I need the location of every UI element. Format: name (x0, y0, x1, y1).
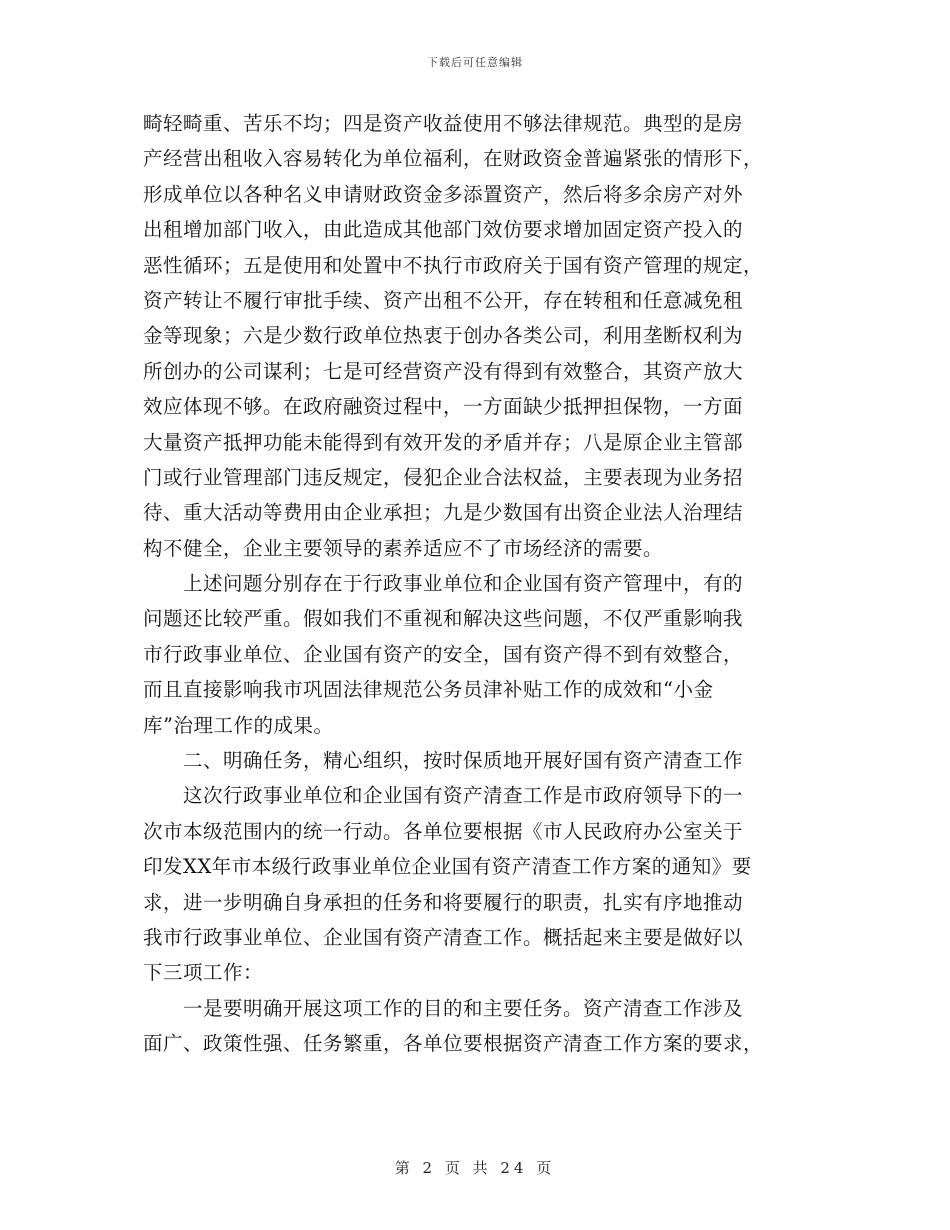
page-header-note: 下载后可任意编辑 (427, 56, 523, 69)
text-line: 产经营出租收入容易转化为单位福利，在财政资金普遍紧张的情形下， (143, 147, 764, 171)
text-line: 畸轻畸重、苦乐不均；四是资产收益使用不够法律规范。典型的是房 (143, 112, 744, 135)
text-line: 我市行政事业单位、企业国有资产清查工作。概括起来主要是做好以 (143, 925, 744, 949)
text-line: 市行政事业单位、企业国有资产的安全，国有资产得不到有效整合， (143, 642, 744, 666)
text-line: 门或行业管理部门违反规定，侵犯企业合法权益，主要表现为业务招 (143, 465, 744, 489)
document-body (143, 106, 809, 1062)
text-line: 而且直接影响我市巩固法律规范公务员津补贴工作的成效和“小金 (143, 678, 714, 702)
text-line: 构不健全，企业主要领导的素养适应不了市场经济的需要。 (143, 536, 664, 560)
text-line: 一是要明确开展这项工作的目的和主要任务。资产清查工作涉及 (143, 996, 744, 1020)
text-line: 待、重大活动等费用由企业承担；九是少数国有出资企业法人治理结 (143, 501, 744, 525)
text-line: 恶性循环；五是使用和处置中不执行市政府关于国有资产管理的规定， (143, 253, 764, 277)
text-line: 这次行政事业单位和企业国有资产清查工作是市政府领导下的一 (143, 784, 744, 808)
text-line: 所创办的公司谋利；七是可经营资产没有得到有效整合，其资产放大 (143, 359, 744, 383)
text-line: 印发XX年市本级行政事业单位企业国有资产清查工作方案的通知》要 (143, 855, 752, 879)
text-line: 次市本级范围内的统一行动。各单位要根据《市人民政府办公室关于 (143, 819, 744, 843)
text-line: 库”治理工作的成果。 (143, 713, 334, 737)
text-line: 大量资产抵押功能未能得到有效开发的矛盾并存；八是原企业主管部 (143, 430, 744, 454)
text-line: 效应体现不够。在政府融资过程中，一方面缺少抵押担保物，一方面 (143, 395, 744, 419)
text-line: 上述问题分别存在于行政事业单位和企业国有资产管理中，有的 (143, 572, 744, 596)
text-line: 问题还比较严重。假如我们不重视和解决这些问题，不仅严重影响我 (143, 607, 744, 631)
page-number-footer: 第 2 页 共 24 页 (394, 1159, 556, 1177)
text-line: 求，进一步明确自身承担的任务和将要履行的职责，扎实有序地推动 (143, 890, 744, 914)
text-line: 金等现象；六是少数行政单位热衷于创办各类公司，利用垄断权利为 (143, 324, 744, 348)
text-line: 面广、政策性强、任务繁重，各单位要根据资产清查工作方案的要求， (143, 1032, 764, 1056)
text-line: 出租增加部门收入，由此造成其他部门效仿要求增加固定资产投入的 (143, 218, 744, 242)
text-line: 资产转让不履行审批手续、资产出租不公开，存在转租和任意减免租 (143, 288, 744, 312)
text-line: 二、明确任务，精心组织，按时保质地开展好国有资产清查工作 (143, 749, 744, 773)
text-line: 形成单位以各种名义申请财政资金多添置资产，然后将多余房产对外 (143, 182, 744, 206)
text-line: 下三项工作： (143, 961, 264, 985)
